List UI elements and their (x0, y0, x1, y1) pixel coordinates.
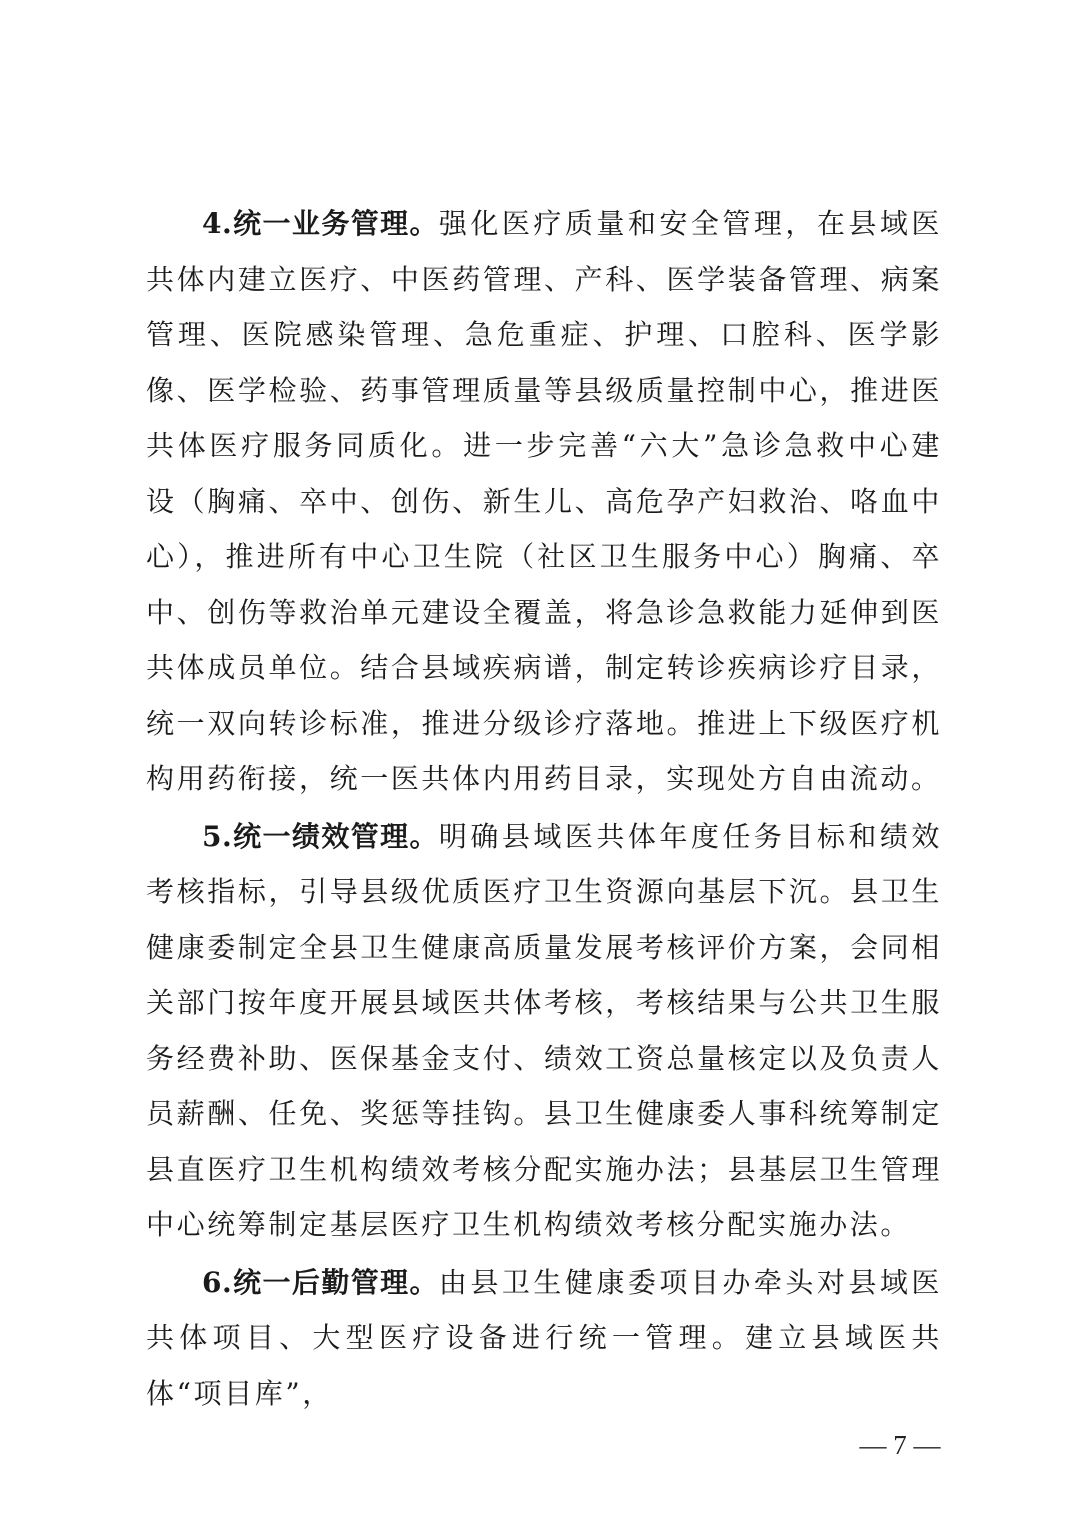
paragraph-performance-management (146, 809, 942, 1253)
paragraph-heading: 4.统一业务管理。 (202, 207, 439, 240)
paragraph-heading: 5.统一绩效管理。 (202, 819, 439, 853)
paragraph-logistics-management (146, 1255, 942, 1422)
paragraph-text: 由县卫生健康委项目办牵头对县域医共体项目、大型医疗设备进行统一管理。建立县域医共体“项目库”， (146, 1265, 942, 1410)
paragraph-text: 强化医疗质量和安全管理，在县域医共体内建立医疗、中医药管理、产科、医学装备管理、病案管理、医院感染管理、急危重症、护理、口腔科、医学影像、医学检验、药事管理质量等县级质量控制中心，推进医共体医疗服务同质化。进一步完善“六大”急诊急救中心建设（胸痛、卒中、创伤、新生儿、高危孕产妇救治、咯血中心），推进所有中心卫生院（社区卫生服务中心）胸痛、卒中、创伤等救治单元建设全覆盖，将急诊急救能力延伸到医共体成员单位。结合县域疾病谱，制定转诊疾病诊疗目录，统一双向转诊标准，推进分级诊疗落地。推进上下级医疗机构用药衔接，统一医共体内用药目录，实现处方自由流动。 (146, 207, 942, 795)
page-number: — 7 — (859, 1430, 941, 1460)
paragraph-business-management (146, 196, 942, 807)
body-text (146, 196, 942, 1423)
paragraph-heading: 6.统一后勤管理。 (202, 1265, 439, 1299)
paragraph-text: 明确县域医共体年度任务目标和绩效考核指标，引导县级优质医疗卫生资源向基层下沉。县卫生健康委制定全县卫生健康高质量发展考核评价方案，会同相关部门按年度开展县域医共体考核，考核结果与公共卫生服务经费补助、医保基金支付、绩效工资总量核定以及负责人员薪酬、任免、奖惩等挂钩。县卫生健康委人事科统筹制定县直医疗卫生机构绩效考核分配实施办法；县基层卫生管理中心统筹制定基层医疗卫生机构绩效考核分配实施办法。 (146, 819, 942, 1241)
